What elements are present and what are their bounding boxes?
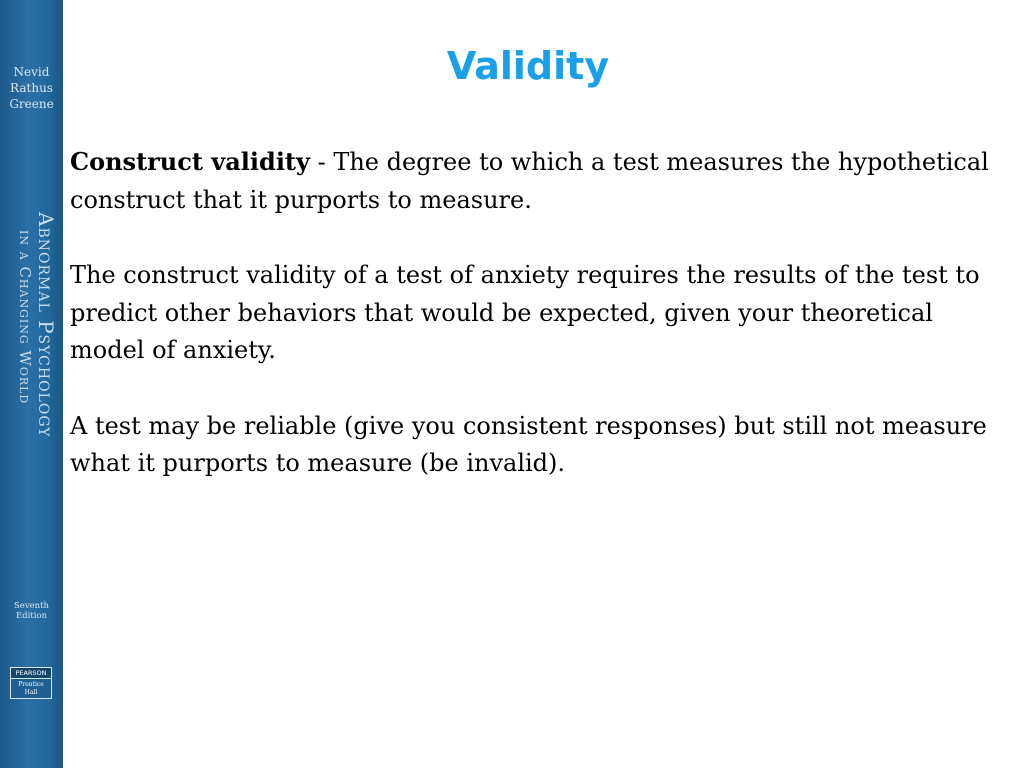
note-paragraph: A test may be reliable (give you consistent responses) but still not measure what it purports to measure (be invalid). bbox=[70, 411, 987, 477]
book-authors bbox=[0, 64, 63, 112]
book-title-block bbox=[0, 212, 63, 502]
book-title-main: Abnormal Psychology bbox=[33, 212, 58, 438]
book-edition bbox=[0, 601, 63, 621]
author-name: Nevid bbox=[13, 65, 50, 79]
book-title-sub: in a Changing World bbox=[15, 230, 34, 405]
author-name: Rathus bbox=[10, 81, 53, 95]
slide-body bbox=[70, 143, 1000, 521]
edition-line: Edition bbox=[15, 611, 48, 621]
book-title bbox=[16, 212, 58, 502]
book-spine bbox=[0, 0, 63, 768]
slide-title: Validity bbox=[446, 44, 610, 88]
example-paragraph: The construct validity of a test of anxiety requires the results of the test to predict other behaviors that would be expected, given your theoretical model of anxiety. bbox=[70, 261, 980, 364]
definition-paragraph bbox=[70, 143, 1000, 219]
defined-term: Construct validity bbox=[70, 147, 310, 176]
imprint-line: Prentice bbox=[18, 681, 44, 688]
imprint-name bbox=[11, 679, 51, 697]
author-name: Greene bbox=[9, 97, 54, 111]
publisher-logo bbox=[10, 667, 52, 699]
edition-line: Seventh bbox=[13, 601, 50, 611]
imprint-line: Hall bbox=[24, 689, 38, 696]
publisher-name: PEARSON bbox=[11, 668, 51, 679]
definition-text: - The degree to which a test measures the hypothetical construct that it purports to measure. bbox=[70, 148, 989, 214]
